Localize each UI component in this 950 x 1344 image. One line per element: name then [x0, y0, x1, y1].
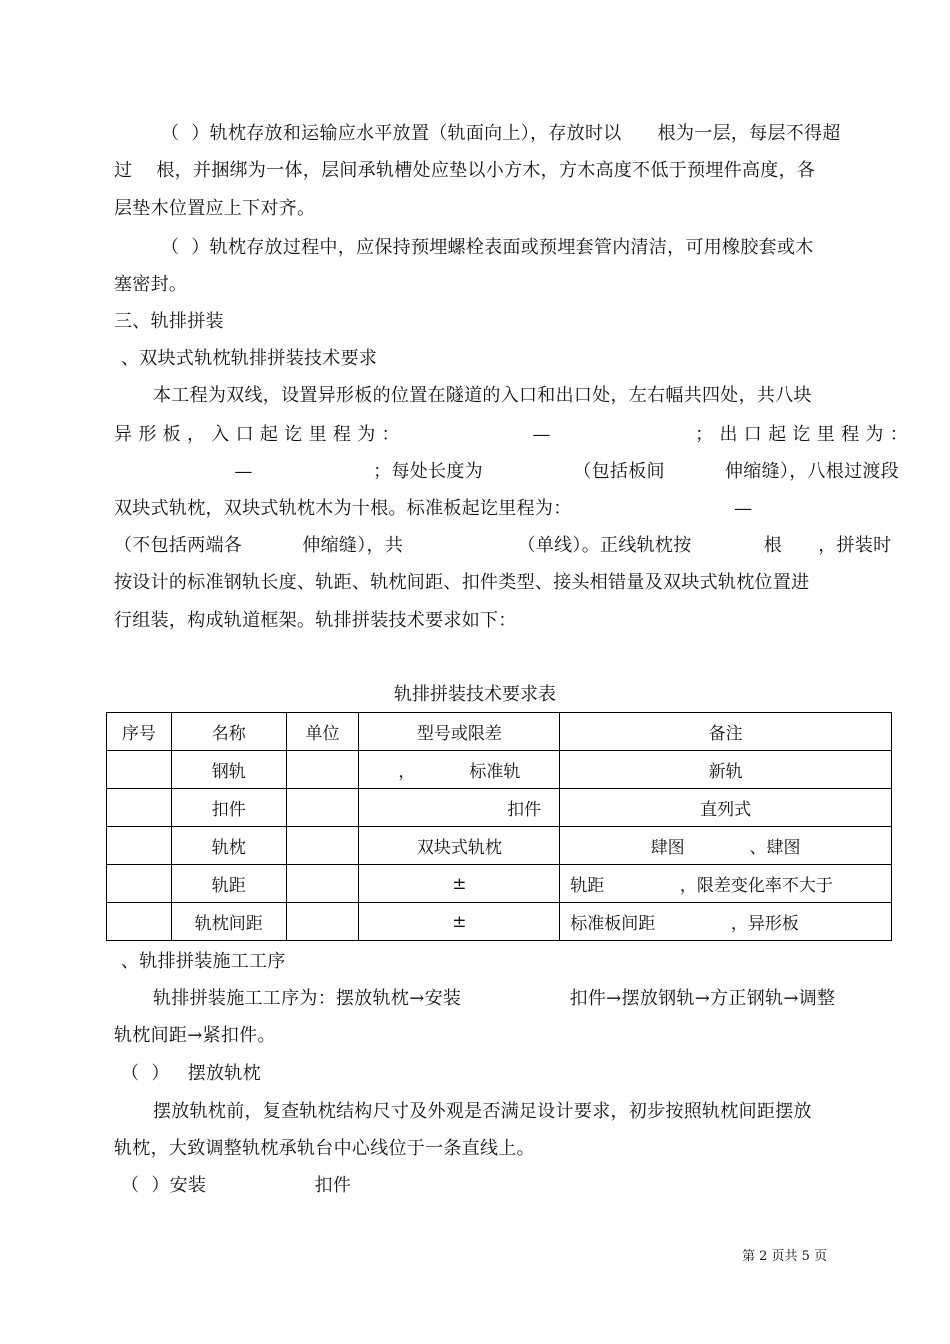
table-caption: 轨排拼装技术要求表 [394, 684, 556, 705]
subsection-heading: （ ）安装 扣件 [121, 1175, 352, 1196]
table-row [107, 751, 892, 789]
paragraph-line: 异 形 板 ， 入 口 起 讫 里 程 为 ： — ； 出 口 起 讫 里 程 为 ： [114, 424, 909, 445]
table-cell: 轨枕 [171, 827, 286, 865]
table-row [107, 827, 892, 865]
paragraph-line: 双块式轨枕，双块式轨枕木为十根。标准板起讫里程为： — [114, 498, 753, 519]
paragraph-line: 本工程为双线，设置异形板的位置在隧道的入口和出口处，左右幅共四处，共八块 [153, 385, 812, 406]
table-cell: 轨距 ，限差变化率不大于 [560, 865, 892, 903]
table-cell [107, 827, 172, 865]
paragraph-line: — ；每处长度为 （包括板间 伸缩缝），八根过渡段 [114, 461, 900, 482]
table-cell [107, 751, 172, 789]
table-cell [286, 865, 359, 903]
header-cell: 名称 [171, 713, 286, 751]
header-cell: 序号 [107, 713, 172, 751]
subsection-heading: 、轨排拼装施工工序 [121, 951, 286, 972]
header-cell: 单位 [286, 713, 359, 751]
section-heading: 三、轨排拼装 [114, 311, 224, 332]
header-cell: 型号或限差 [359, 713, 560, 751]
page-footer: 第 2 页共 5 页 [742, 1249, 828, 1264]
paragraph-line: 轨排拼装施工工序为：摆放轨枕→安装 扣件→摆放钢轨→方正钢轨→调整 [153, 988, 836, 1009]
header-cell: 备注 [560, 713, 892, 751]
table-cell: 扣件 [171, 789, 286, 827]
paragraph-line: 层垫木位置应上下对齐。 [114, 198, 316, 219]
table-cell [286, 827, 359, 865]
table-cell: 轨枕间距 [171, 903, 286, 941]
paragraph-line: （不包括两端各 伸缩缝），共 （单线）。正线轨枕按 根 ，拼装时 [114, 535, 892, 556]
paragraph-line: 塞密封。 [114, 274, 188, 295]
paragraph-line: 过 根，并捆绑为一体，层间承轨槽处应垫以小方木，方木高度不低于预埋件高度，各 [114, 160, 816, 181]
table-cell [107, 903, 172, 941]
paragraph-line: 行组装，构成轨道框架。轨排拼装技术要求如下： [114, 610, 517, 631]
paragraph-line: 摆放轨枕前，复查轨枕结构尺寸及外观是否满足设计要求，初步按照轨枕间距摆放 [153, 1101, 812, 1122]
table-cell [286, 903, 359, 941]
table-cell [107, 865, 172, 903]
table-header-row [107, 713, 892, 751]
table-row [107, 903, 892, 941]
subsection-heading: （ ） 摆放轨枕 [121, 1063, 261, 1084]
table-cell: 轨距 [171, 865, 286, 903]
table-cell: 新轨 [560, 751, 892, 789]
table-cell [286, 751, 359, 789]
table-cell: ± [359, 865, 560, 903]
table-cell: 肆图 、肆图 [560, 827, 892, 865]
spec-table [106, 712, 892, 941]
paragraph-line: （ ）轨枕存放过程中，应保持预埋螺栓表面或预埋套管内清洁，可用橡胶套或木 [161, 237, 814, 258]
table-cell [107, 789, 172, 827]
table-cell: ， 标准轨 [359, 751, 560, 789]
paragraph-line: 轨枕间距→紧扣件。 [114, 1025, 276, 1046]
paragraph-line: 按设计的标准钢轨长度、轨距、轨枕间距、扣件类型、接头相错量及双块式轨枕位置进 [114, 572, 810, 593]
table-cell: ± [359, 903, 560, 941]
table-cell: 直列式 [560, 789, 892, 827]
table-cell: 扣件 [359, 789, 560, 827]
table-cell: 双块式轨枕 [359, 827, 560, 865]
subsection-heading: 、双块式轨枕轨排拼装技术要求 [121, 348, 378, 369]
table-cell: 标准板间距 ，异形板 [560, 903, 892, 941]
table-row [107, 865, 892, 903]
paragraph-line: （ ）轨枕存放和运输应水平放置（轨面向上），存放时以 根为一层，每层不得超 [161, 123, 841, 144]
table-cell: 钢轨 [171, 751, 286, 789]
table-cell [286, 789, 359, 827]
table-row [107, 789, 892, 827]
paragraph-line: 轨枕，大致调整轨枕承轨台中心线位于一条直线上。 [114, 1138, 535, 1159]
